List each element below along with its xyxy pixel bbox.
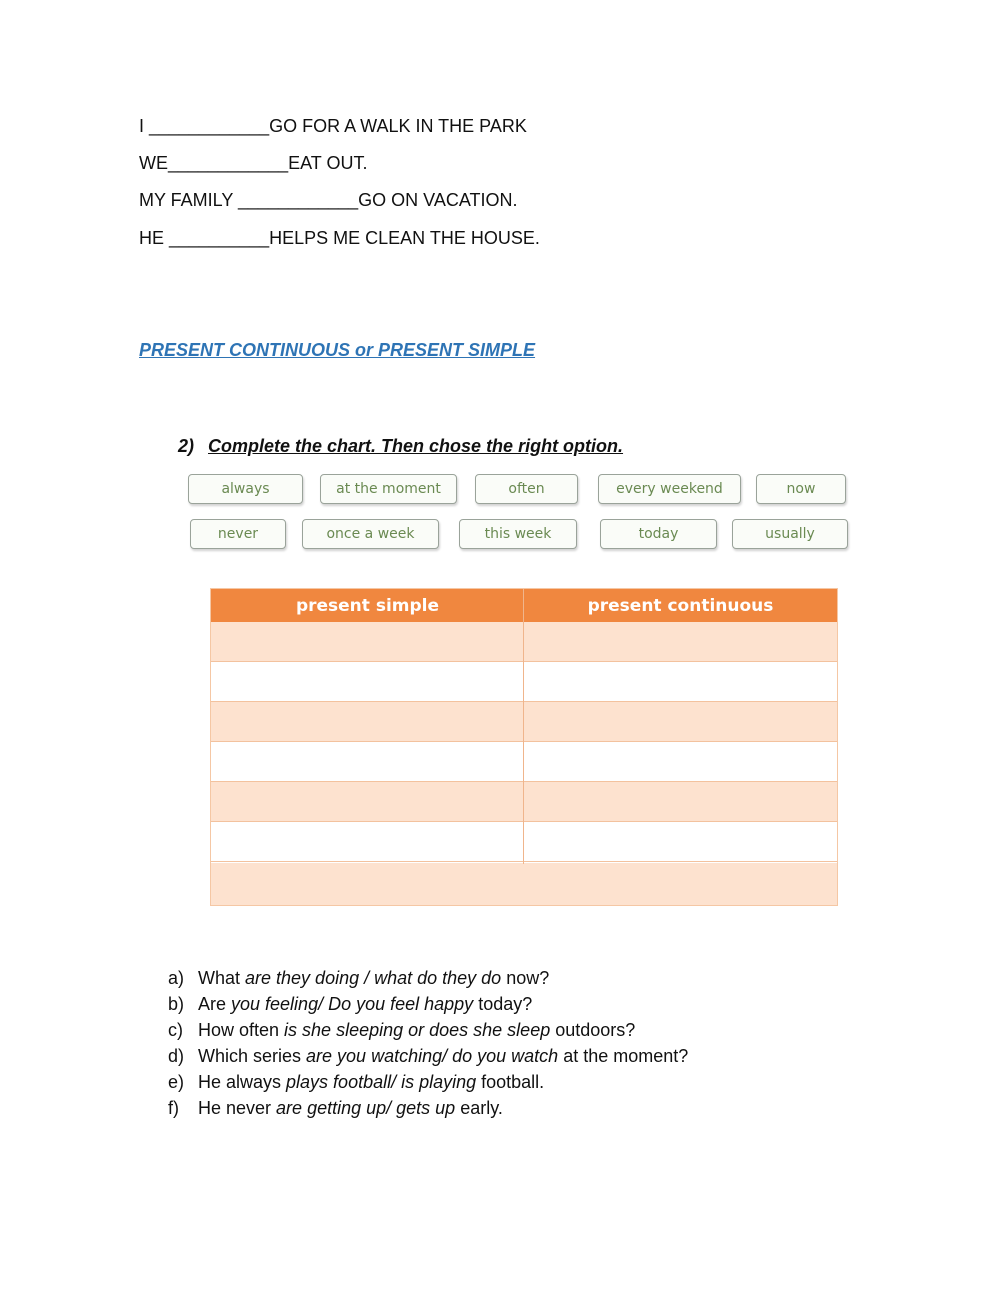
present-continuous-cell[interactable]	[524, 622, 837, 661]
present-simple-cell[interactable]	[211, 662, 523, 701]
question-label: b)	[168, 994, 185, 1014]
question-text: How often	[198, 1020, 285, 1040]
word-chip-once-a-week[interactable]: once a week	[302, 519, 439, 549]
present-continuous-cell[interactable]	[524, 662, 837, 701]
question-text: Which series	[198, 1046, 307, 1066]
question-text: Are	[198, 994, 232, 1014]
tense-chart	[210, 588, 838, 906]
section-title: PRESENT CONTINUOUS or PRESENT SIMPLE	[139, 340, 536, 360]
task-heading	[168, 415, 623, 457]
word-chip-at-the-moment[interactable]: at the moment	[320, 474, 457, 504]
chart-row	[211, 662, 837, 702]
question-options[interactable]: are getting up/ gets up	[276, 1098, 456, 1118]
present-continuous-cell[interactable]	[524, 782, 837, 821]
question-label: f)	[168, 1098, 179, 1118]
present-simple-cell[interactable]	[211, 702, 523, 741]
question-text: outdoors?	[550, 1020, 636, 1040]
chart-row	[211, 622, 837, 662]
question-text: at the moment?	[558, 1046, 689, 1066]
present-continuous-cell[interactable]	[524, 822, 837, 861]
question-c	[168, 1020, 635, 1041]
header-present-continuous: present continuous	[524, 589, 837, 622]
chart-row	[211, 822, 837, 862]
word-chip-usually[interactable]: usually	[732, 519, 848, 549]
question-options[interactable]: plays football/ is playing	[286, 1072, 477, 1092]
present-continuous-cell[interactable]	[524, 742, 837, 781]
question-d	[168, 1046, 688, 1067]
exercise-line-4: HE __________HELPS ME CLEAN THE HOUSE.	[139, 228, 540, 248]
question-text: He always	[198, 1072, 287, 1092]
present-continuous-cell[interactable]	[524, 702, 837, 741]
question-text: now?	[501, 968, 550, 988]
exercise-line-2: WE____________EAT OUT.	[139, 153, 368, 173]
question-label: e)	[168, 1072, 185, 1092]
column-divider	[523, 589, 524, 864]
word-chip-often[interactable]: often	[475, 474, 578, 504]
question-options[interactable]: you feeling/ Do you feel happy	[231, 994, 474, 1014]
word-chip-today[interactable]: today	[600, 519, 717, 549]
question-options[interactable]: are they doing / what do they do	[245, 968, 502, 988]
question-text: early.	[455, 1098, 503, 1118]
question-text: football.	[476, 1072, 545, 1092]
question-text: today?	[473, 994, 533, 1014]
present-simple-cell[interactable]	[211, 622, 523, 661]
exercise-line-3: MY FAMILY ____________GO ON VACATION.	[139, 190, 518, 210]
task-instruction: Complete the chart. Then chose the right option.	[208, 436, 624, 456]
question-e	[168, 1072, 544, 1093]
present-simple-cell[interactable]	[211, 742, 523, 781]
chart-row	[211, 742, 837, 782]
header-present-simple: present simple	[211, 589, 524, 622]
question-text: He never	[198, 1098, 277, 1118]
chart-row	[211, 702, 837, 742]
exercise-line-1: I ____________GO FOR A WALK IN THE PARK	[139, 116, 527, 136]
question-label: c)	[168, 1020, 183, 1040]
present-simple-cell[interactable]	[211, 782, 523, 821]
word-chip-now[interactable]: now	[756, 474, 846, 504]
question-options[interactable]: is she sleeping or does she sleep	[284, 1020, 551, 1040]
question-text: What	[198, 968, 246, 988]
task-number: 2)	[178, 436, 195, 456]
question-b	[168, 994, 532, 1015]
word-chip-every-weekend[interactable]: every weekend	[598, 474, 741, 504]
question-label: a)	[168, 968, 185, 988]
question-options[interactable]: are you watching/ do you watch	[306, 1046, 559, 1066]
word-chip-never[interactable]: never	[190, 519, 286, 549]
question-label: d)	[168, 1046, 185, 1066]
question-a	[168, 968, 549, 989]
word-chip-this-week[interactable]: this week	[459, 519, 577, 549]
question-f	[168, 1098, 503, 1119]
word-chip-always[interactable]: always	[188, 474, 303, 504]
chart-footer-row	[211, 863, 837, 905]
chart-row	[211, 782, 837, 822]
present-simple-cell[interactable]	[211, 822, 523, 861]
